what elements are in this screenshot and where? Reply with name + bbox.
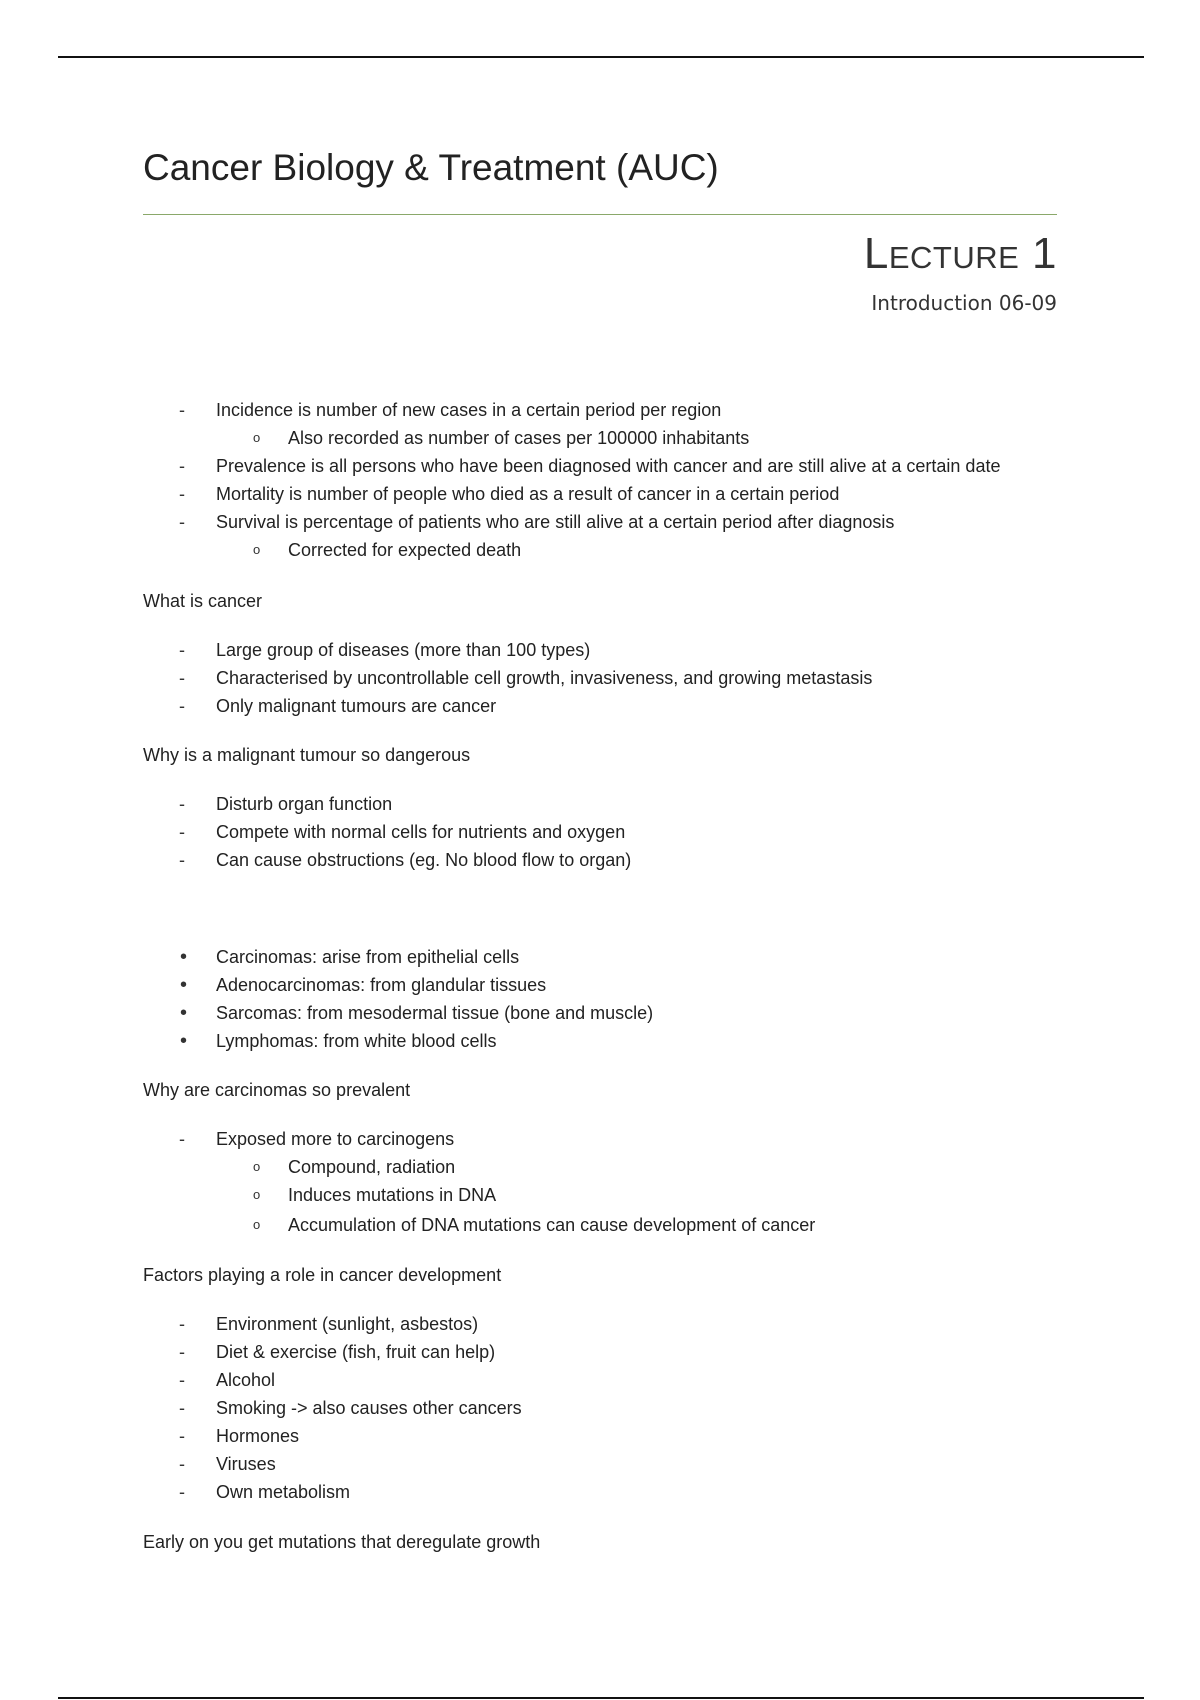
list-item: - Large group of diseases (more than 100 types) bbox=[143, 636, 1057, 664]
dash-bullet: - bbox=[179, 794, 185, 814]
dash-bullet: - bbox=[179, 696, 185, 716]
dash-bullet: - bbox=[179, 850, 185, 870]
dash-bullet: - bbox=[179, 1426, 185, 1446]
circle-bullet: o bbox=[253, 1159, 261, 1174]
dash-bullet: - bbox=[179, 1314, 185, 1334]
title-underline bbox=[143, 214, 1057, 215]
dash-bullet: - bbox=[179, 1129, 185, 1149]
closing-paragraph: Early on you get mutations that deregulate growth bbox=[143, 1532, 541, 1552]
dash-bullet: - bbox=[179, 1454, 185, 1474]
dash-bullet: - bbox=[179, 512, 185, 532]
list-item: - Diet & exercise (fish, fruit can help) bbox=[143, 1338, 1057, 1366]
list-item: o Induces mutations in DNA bbox=[143, 1181, 1057, 1209]
list-item: • Adenocarcinomas: from glandular tissues bbox=[143, 971, 1057, 999]
circle-bullet: o bbox=[253, 542, 261, 557]
lecture-heading: Lecture 1 bbox=[863, 229, 1057, 278]
dash-bullet: - bbox=[179, 1370, 185, 1390]
list-item: - Disturb organ function bbox=[143, 790, 1057, 818]
dash-bullet: - bbox=[179, 640, 185, 660]
dash-bullet: - bbox=[179, 668, 185, 688]
list-item: - Smoking -> also causes other cancers bbox=[143, 1394, 1057, 1422]
top-page-rule bbox=[58, 56, 1144, 58]
dash-bullet: - bbox=[179, 1482, 185, 1502]
document-header bbox=[143, 142, 1057, 315]
dash-bullet: - bbox=[179, 456, 185, 476]
dot-bullet: • bbox=[180, 1002, 188, 1024]
list-item: • Sarcomas: from mesodermal tissue (bone and muscle) bbox=[143, 999, 1057, 1027]
document-title: Cancer Biology & Treatment (AUC) bbox=[143, 147, 719, 188]
list-item: - Can cause obstructions (eg. No blood flow to organ) bbox=[143, 846, 1057, 874]
list-item: • Carcinomas: arise from epithelial cells bbox=[143, 943, 1057, 971]
list-item: o Compound, radiation bbox=[143, 1153, 1057, 1181]
list-item: o Accumulation of DNA mutations can cause development of cancer bbox=[143, 1211, 1057, 1239]
dash-bullet: - bbox=[179, 1342, 185, 1362]
list-item: - Characterised by uncontrollable cell growth, invasiveness, and growing metastasis bbox=[143, 664, 1057, 692]
circle-bullet: o bbox=[253, 1187, 261, 1202]
definitions-list bbox=[143, 396, 1057, 564]
dot-bullet: • bbox=[180, 974, 188, 996]
lecture-subtitle: Introduction 06-09 bbox=[871, 291, 1057, 315]
bottom-page-rule bbox=[58, 1697, 1144, 1699]
dot-bullet: • bbox=[180, 946, 188, 968]
list-item: - Exposed more to carcinogens bbox=[143, 1125, 1057, 1153]
list-item: - Survival is percentage of patients who are still alive at a certain period after diagnosis bbox=[143, 508, 1057, 536]
risk-factors-list bbox=[143, 1310, 1057, 1506]
carcinoma-prevalence-list bbox=[143, 1125, 1057, 1237]
list-item: - Environment (sunlight, asbestos) bbox=[143, 1310, 1057, 1338]
dash-bullet: - bbox=[179, 822, 185, 842]
section-heading: Why are carcinomas so prevalent bbox=[143, 1080, 411, 1100]
cancer-types-list bbox=[143, 943, 1057, 1055]
list-item: • Lymphomas: from white blood cells bbox=[143, 1027, 1057, 1055]
list-item: - Hormones bbox=[143, 1422, 1057, 1450]
list-item: - Prevalence is all persons who have been diagnosed with cancer and are still alive at a certain date bbox=[143, 452, 1057, 480]
list-item: - Incidence is number of new cases in a certain period per region bbox=[143, 396, 1057, 424]
list-item: - Viruses bbox=[143, 1450, 1057, 1478]
circle-bullet: o bbox=[253, 1217, 261, 1232]
circle-bullet: o bbox=[253, 430, 261, 445]
list-item: - Mortality is number of people who died as a result of cancer in a certain period bbox=[143, 480, 1057, 508]
list-item: - Compete with normal cells for nutrients and oxygen bbox=[143, 818, 1057, 846]
what-is-cancer-list bbox=[143, 636, 1057, 720]
section-heading: Factors playing a role in cancer development bbox=[143, 1265, 502, 1285]
dash-bullet: - bbox=[179, 400, 185, 420]
dot-bullet: • bbox=[180, 1030, 188, 1052]
section-heading: Why is a malignant tumour so dangerous bbox=[143, 745, 471, 765]
dash-bullet: - bbox=[179, 1398, 185, 1418]
list-item: - Only malignant tumours are cancer bbox=[143, 692, 1057, 720]
list-item: - Alcohol bbox=[143, 1366, 1057, 1394]
list-item: o Also recorded as number of cases per 100000 inhabitants bbox=[143, 424, 1057, 452]
section-heading: What is cancer bbox=[143, 591, 263, 611]
list-item: - Own metabolism bbox=[143, 1478, 1057, 1506]
list-item: o Corrected for expected death bbox=[143, 536, 1057, 564]
dash-bullet: - bbox=[179, 484, 185, 504]
malignant-danger-list bbox=[143, 790, 1057, 874]
